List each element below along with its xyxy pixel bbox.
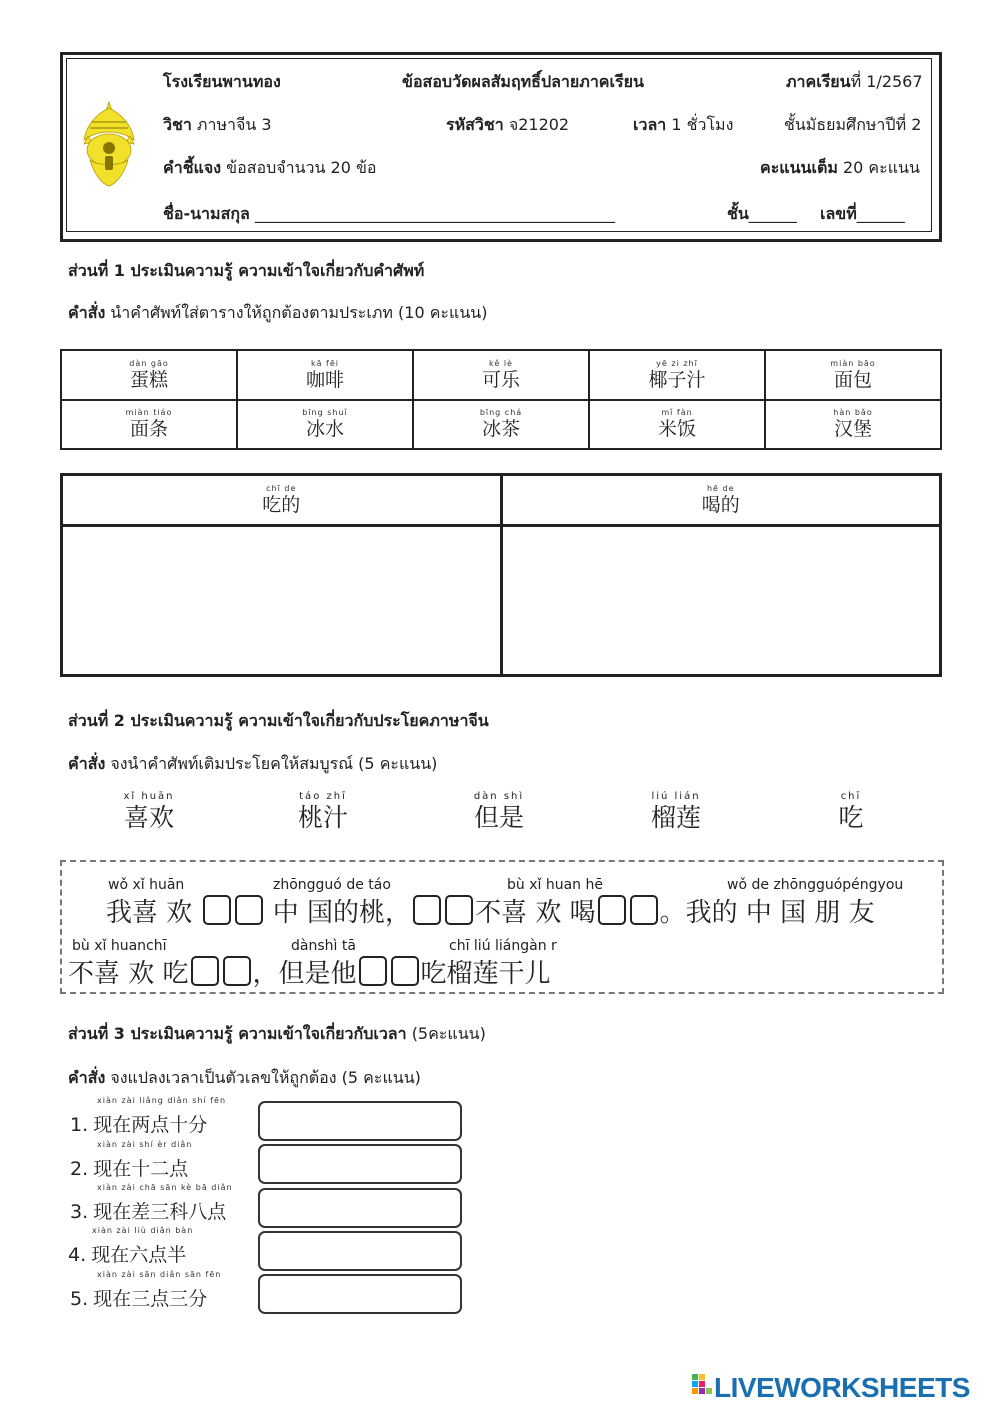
pinyin: bīng chá xyxy=(479,408,523,418)
answer-blank[interactable] xyxy=(359,956,387,986)
instr-value: ข้อสอบจำนวน 20 ข้อ xyxy=(226,158,377,177)
hanzi: 咖啡 xyxy=(305,368,344,391)
vocab-cell[interactable] xyxy=(765,350,941,400)
hanzi: 现在三点三分 xyxy=(93,1288,208,1310)
hanzi: 吃榴莲干儿 xyxy=(420,959,551,989)
answer-blank[interactable] xyxy=(598,895,626,925)
word-bank-item[interactable] xyxy=(444,791,554,833)
part3-cmd-text: จงแปลงเวลาเป็นตัวเลขให้ถูกต้อง (5 คะแนน) xyxy=(110,1068,421,1087)
term-label: ภาคเรียน xyxy=(786,72,851,91)
vocab-row xyxy=(61,350,941,400)
answer-blank[interactable] xyxy=(235,895,263,925)
part1-title: ส่วนที่ 1 ประเมินความรู้ ความเข้าใจเกี่ยวกับคำศัพท์ xyxy=(68,261,425,280)
class-field[interactable] xyxy=(727,202,797,227)
pinyin: chī de xyxy=(266,484,297,493)
vocab-cell[interactable] xyxy=(413,400,589,450)
exam-title: ข้อสอบวัดผลสัมฤทธิ์ปลายภาคเรียน xyxy=(402,72,644,91)
time-item xyxy=(70,1096,227,1137)
hanzi: 不喜 欢 吃 xyxy=(68,959,189,989)
pinyin: chī liú liángàn r xyxy=(449,938,557,954)
hanzi: 中 国的桃， xyxy=(272,898,412,928)
score-label: คะแนนเต็ม xyxy=(760,158,838,177)
hanzi: 现在差三科八点 xyxy=(93,1201,227,1223)
number-line[interactable]: ______ xyxy=(856,204,905,223)
pinyin: xiàn zài chā sān kè bā diǎn xyxy=(97,1183,233,1192)
time-answer-input[interactable] xyxy=(258,1231,462,1271)
item-number: 5. xyxy=(70,1288,89,1310)
sentence-line-2 xyxy=(68,953,551,990)
category-eat-header xyxy=(62,475,502,526)
hanzi: 桃汁 xyxy=(297,803,348,832)
vocab-cell[interactable] xyxy=(61,400,237,450)
category-header-row xyxy=(62,475,941,526)
time-item xyxy=(70,1140,193,1181)
hanzi: 米饭 xyxy=(657,418,696,441)
time-label: เวลา xyxy=(633,115,667,134)
class-label: ชั้น xyxy=(727,204,749,223)
term-value: ที่ 1/2567 xyxy=(850,72,923,91)
name-label: ชื่อ-นามสกุล xyxy=(163,204,250,223)
item-number: 2. xyxy=(70,1158,89,1180)
time-item xyxy=(70,1270,222,1311)
full-score xyxy=(760,156,920,181)
pinyin: bù xǐ huan hē xyxy=(507,877,603,893)
part1-cmd-text: นำคำศัพท์ใส่ตารางให้ถูกต้องตามประเภท (10 คะแนน) xyxy=(110,303,488,322)
vocab-cell[interactable] xyxy=(413,350,589,400)
pinyin: miàn tiáo xyxy=(125,408,173,418)
name-line[interactable]: _____________________________________________ xyxy=(254,204,615,223)
hanzi: 喝的 xyxy=(701,494,740,516)
vocab-cell[interactable] xyxy=(765,400,941,450)
pinyin: dàn gāo xyxy=(129,358,169,368)
vocab-cell[interactable] xyxy=(589,400,765,450)
hanzi: 蛋糕 xyxy=(129,368,168,391)
vocab-row xyxy=(61,400,941,450)
part1-command xyxy=(68,301,487,326)
subject-value: ภาษาจีน 3 xyxy=(196,115,272,134)
vocab-cell[interactable] xyxy=(61,350,237,400)
word-bank-item[interactable] xyxy=(268,791,378,833)
pinyin: hàn bǎo xyxy=(833,408,873,418)
pinyin: dànshì tā xyxy=(291,938,356,954)
vocab-cell[interactable] xyxy=(589,350,765,400)
time-value: 1 ชั่วโมง xyxy=(671,115,734,134)
part3-title-bold: ส่วนที่ 3 ประเมินความรู้ ความเข้าใจเกี่ยวกับเวลา xyxy=(68,1024,407,1043)
time-answer-input[interactable] xyxy=(258,1274,462,1314)
item-number: 4. xyxy=(68,1244,87,1266)
pinyin: wǒ de zhōngguópéngyou xyxy=(727,877,904,893)
hanzi: 可乐 xyxy=(481,368,520,391)
answer-blank[interactable] xyxy=(191,956,219,986)
pinyin: xiàn zài liǎng diǎn shí fēn xyxy=(97,1096,227,1105)
pinyin: hē de xyxy=(706,484,735,493)
hanzi: 面包 xyxy=(833,368,872,391)
subject-code xyxy=(446,113,569,138)
part3-command xyxy=(68,1066,421,1091)
term xyxy=(786,70,923,95)
hanzi: 汉堡 xyxy=(833,418,872,441)
hanzi: ，但是他 xyxy=(252,959,357,989)
pinyin: kā fēi xyxy=(310,358,340,368)
hanzi: 冰水 xyxy=(305,418,344,441)
pinyin: kě lè xyxy=(489,358,513,368)
time-item xyxy=(70,1183,233,1224)
pinyin: dàn shì xyxy=(473,791,525,802)
word-bank-item[interactable] xyxy=(621,791,731,833)
answer-blank[interactable] xyxy=(630,895,658,925)
hanzi: 现在两点十分 xyxy=(93,1114,208,1136)
pinyin: zhōngguó de táo xyxy=(273,877,391,893)
word-bank-item[interactable] xyxy=(796,791,906,833)
time-answer-input[interactable] xyxy=(258,1144,462,1184)
liveworksheets-wordmark: LIVEWORKSHEETS xyxy=(714,1372,970,1403)
pinyin: xiàn zài shí èr diǎn xyxy=(97,1140,193,1149)
part1-cmd-label: คำสั่ง xyxy=(68,303,106,322)
pinyin: chī xyxy=(840,791,862,802)
school-name: โรงเรียนพานทอง xyxy=(163,72,281,91)
hanzi: 。我的 中 国 朋 友 xyxy=(659,898,875,928)
pinyin: mǐ fàn xyxy=(661,408,693,418)
pinyin: wǒ xǐ huān xyxy=(108,877,185,893)
answer-blank[interactable] xyxy=(391,956,419,986)
item-number: 3. xyxy=(70,1201,89,1223)
hanzi: 冰茶 xyxy=(481,418,520,441)
pinyin: bù xǐ huanchī xyxy=(72,938,167,954)
hanzi: 现在六点半 xyxy=(91,1244,187,1266)
hanzi: 不喜 欢 喝 xyxy=(475,898,596,928)
category-drop-row xyxy=(62,526,941,676)
pinyin: liú lián xyxy=(651,791,701,802)
pinyin: xiàn zài sān diǎn sān fēn xyxy=(97,1270,222,1279)
hanzi: 榴莲 xyxy=(650,803,701,832)
score-value: 20 คะแนน xyxy=(842,158,920,177)
hanzi: 但是 xyxy=(473,803,524,832)
subject-label: วิชา xyxy=(163,115,192,134)
vocab-cell[interactable] xyxy=(237,350,413,400)
category-drink-header xyxy=(501,475,941,526)
part3-title-rest: (5คะแนน) xyxy=(411,1024,486,1043)
vocab-cell[interactable] xyxy=(237,400,413,450)
time-answer-input[interactable] xyxy=(258,1188,462,1228)
part2-cmd-text: จงนำคำศัพท์เติมประโยคให้สมบูรณ์ (5 คะแนน) xyxy=(110,754,438,773)
student-name-field[interactable] xyxy=(163,202,615,227)
part3-title xyxy=(68,1022,486,1047)
answer-blank[interactable] xyxy=(203,895,231,925)
part2-title: ส่วนที่ 2 ประเมินความรู้ ความเข้าใจเกี่ยวกับประโยคภาษาจีน xyxy=(68,711,489,730)
answer-blank[interactable] xyxy=(413,895,441,925)
exam-time xyxy=(633,113,733,138)
item-number: 1. xyxy=(70,1114,89,1136)
sentence-line-1 xyxy=(106,892,875,929)
instr-label: คำชี้แจง xyxy=(163,158,222,177)
time-item xyxy=(68,1226,194,1267)
hanzi: 我喜 欢 xyxy=(106,898,193,928)
number-field[interactable] xyxy=(820,202,905,227)
time-answer-input[interactable] xyxy=(258,1101,462,1141)
hanzi: 椰子汁 xyxy=(648,368,706,391)
school-emblem-icon xyxy=(80,100,138,188)
liveworksheets-icon xyxy=(692,1374,714,1400)
hanzi: 面条 xyxy=(129,418,168,441)
class-line[interactable]: ______ xyxy=(748,204,797,223)
answer-blank[interactable] xyxy=(445,895,473,925)
code-value: จ21202 xyxy=(508,115,570,134)
hanzi: 喜欢 xyxy=(123,803,174,832)
pinyin: xǐ huān xyxy=(123,791,175,802)
pinyin: yē zi zhī xyxy=(656,358,698,368)
liveworksheets-logo[interactable] xyxy=(692,1372,970,1404)
instructions xyxy=(163,156,377,181)
hanzi: 现在十二点 xyxy=(93,1158,189,1180)
pinyin: táo zhī xyxy=(299,791,347,802)
part2-cmd-label: คำสั่ง xyxy=(68,754,106,773)
part3-cmd-label: คำสั่ง xyxy=(68,1068,106,1087)
category-table xyxy=(60,473,942,677)
number-label: เลขที่ xyxy=(820,204,857,223)
word-bank-item[interactable] xyxy=(94,791,204,833)
hanzi: 吃的 xyxy=(262,494,301,516)
drink-drop-zone[interactable] xyxy=(501,526,941,676)
vocab-table xyxy=(60,349,942,450)
pinyin: miàn bāo xyxy=(830,358,876,368)
pinyin: bīng shuǐ xyxy=(302,408,348,418)
part2-command xyxy=(68,752,437,777)
subject xyxy=(163,113,272,138)
grade-level: ชั้นมัธยมศึกษาปีที่ 2 xyxy=(784,115,922,134)
answer-blank[interactable] xyxy=(223,956,251,986)
hanzi: 吃 xyxy=(838,803,864,832)
pinyin: xiàn zài liù diǎn bàn xyxy=(92,1226,194,1235)
code-label: รหัสวิชา xyxy=(446,115,504,134)
eat-drop-zone[interactable] xyxy=(62,526,502,676)
